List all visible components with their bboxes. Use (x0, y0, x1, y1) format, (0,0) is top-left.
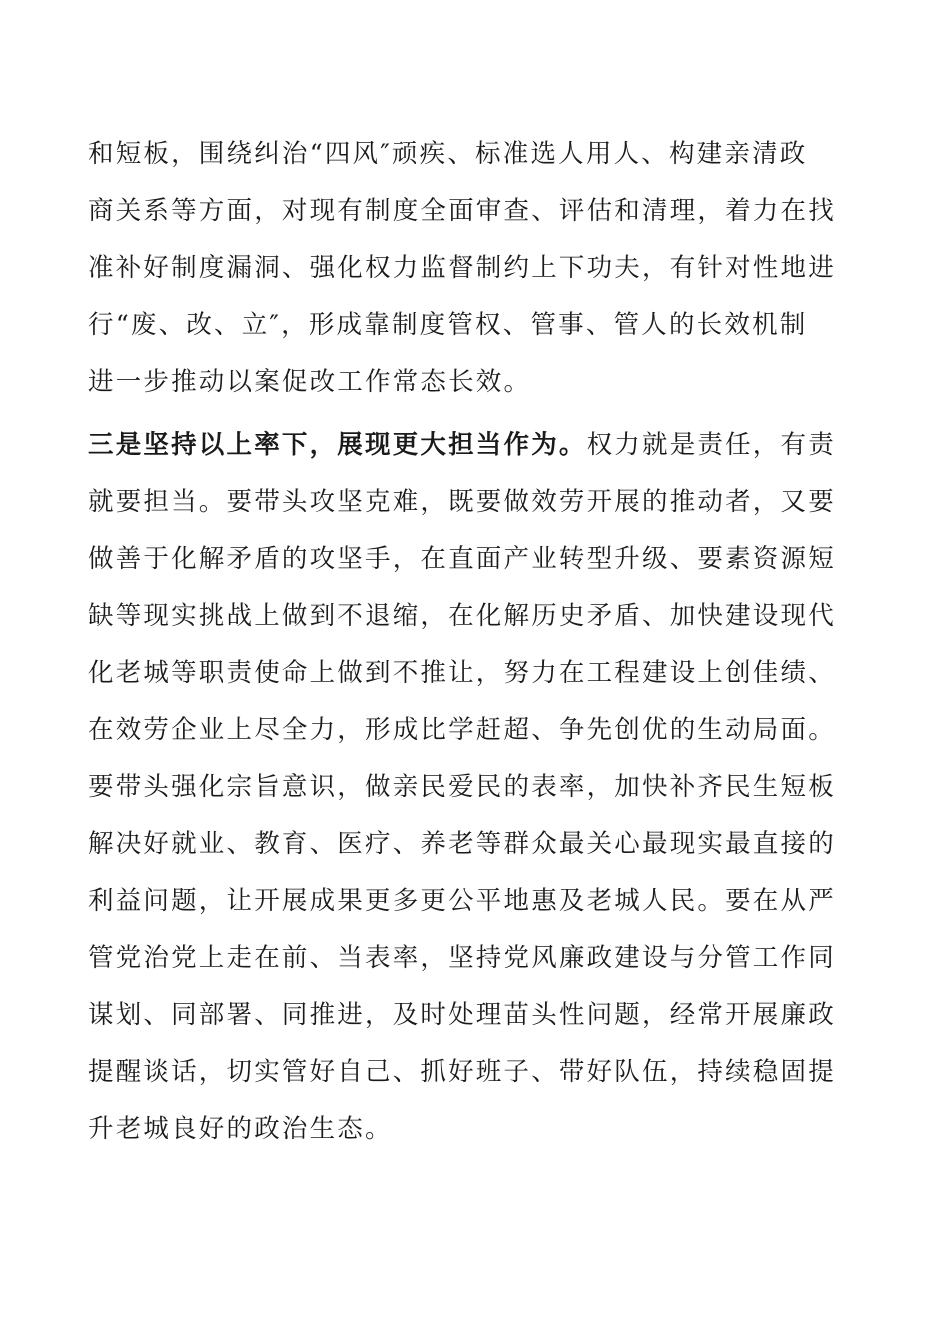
paragraph-2-line-8: 解决好就业、教育、医疗、养老等群众最关心最现实最直接的 (88, 829, 836, 859)
paragraph-2-line-1 (88, 417, 866, 474)
paragraph-2-line-4: 缺等现实挑战上做到不退缩，在化解历史矛盾、加快建设现代 (88, 601, 836, 631)
paragraph-1-line-4: 行“废、改、立″，形成靠制度管权、管事、管人的长效机制 (88, 310, 808, 340)
paragraph-2 (88, 417, 866, 1158)
paragraph-1-line-1: 和短板，围绕纠治“四风″顽疾、标准选人用人、构建亲清政 (88, 139, 808, 169)
paragraph-2-line-12: 提醒谈话，切实管好自己、抓好班子、带好队伍，持续稳固提 (88, 1057, 836, 1087)
paragraph-2-line-3: 做善于化解矛盾的攻坚手，在直面产业转型升级、要素资源短 (88, 544, 836, 574)
paragraph-1-line-2: 商关系等方面，对现有制度全面审查、评估和清理，着力在找 (88, 196, 836, 226)
paragraph-2-line-11: 谋划、同部署、同推进，及时处理苗头性问题，经常开展廉政 (88, 1000, 836, 1030)
paragraph-2-line-9: 利益问题，让开展成果更多更公平地惠及老城人民。要在从严 (88, 886, 836, 916)
paragraph-2-line-7: 要带头强化宗旨意识，做亲民爱民的表率，加快补齐民生短板 (88, 772, 836, 802)
paragraph-2-line-6: 在效劳企业上尽全力，形成比学赶超、争先创优的生动局面。 (88, 715, 836, 745)
paragraph-2-heading: 三是坚持以上率下，展现更大担当作为。 (88, 430, 587, 460)
paragraph-2-line-13: 升老城良好的政治生态。 (88, 1114, 393, 1144)
paragraph-2-line-5: 化老城等职责使命上做到不推让，努力在工程建设上创佳绩、 (88, 658, 836, 688)
paragraph-2-line-2: 就要担当。要带头攻坚克难，既要做效劳开展的推动者，又要 (88, 487, 836, 517)
paragraph-1 (88, 126, 866, 411)
paragraph-1-line-3: 准补好制度漏洞、强化权力监督制约上下功夫，有针对性地进 (88, 253, 836, 283)
paragraph-1-line-5: 进一步推动以案促改工作常态长效。 (88, 367, 532, 397)
paragraph-2-line-10: 管党治党上走在前、当表率，坚持党风廉政建设与分管工作同 (88, 943, 836, 973)
paragraph-2-first-line-rest: 权力就是责任，有责 (586, 430, 836, 460)
document-body (88, 126, 866, 1158)
